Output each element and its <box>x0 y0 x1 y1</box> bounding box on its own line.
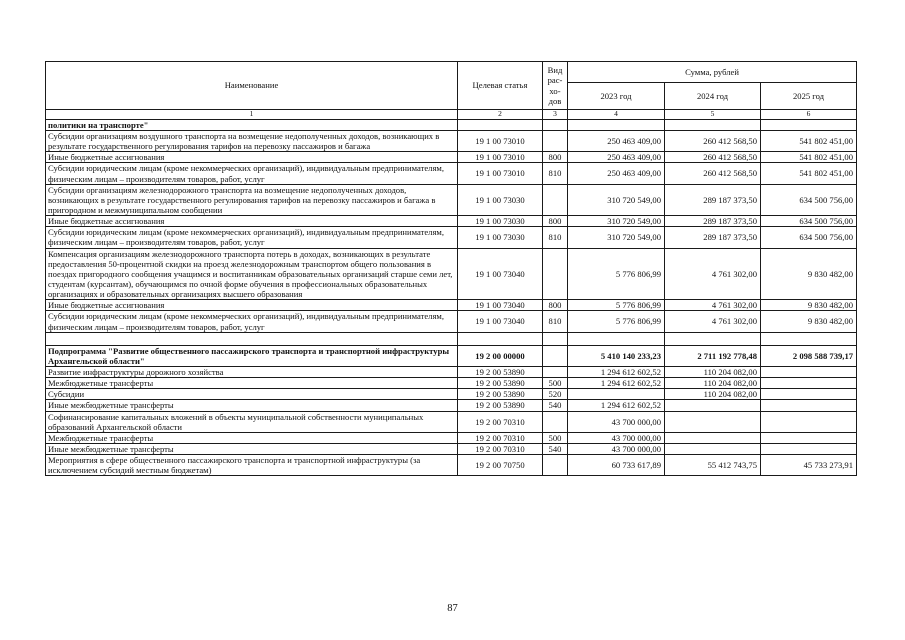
row-sum-2025 <box>761 432 857 443</box>
row-target-article: 19 1 00 73040 <box>458 300 543 311</box>
row-sum-2025: 45 733 273,91 <box>761 455 857 476</box>
row-name: Иные межбюджетные трансферты <box>46 443 458 454</box>
row-sum-2025: 9 830 482,00 <box>761 300 857 311</box>
row-sum-2025 <box>761 119 857 130</box>
row-sum-2023 <box>568 119 665 130</box>
row-sum-2025: 9 830 482,00 <box>761 311 857 332</box>
row-name: Компенсация организациям железнодорожного транспорта потерь в доходах, возникающих в результате предоставления 50-процентной скидки на проезд железнодорожным транспортом общего пользования в поездах пригородного сообщения учащимся и воспитанникам образовательных организаций старше семи лет, студентам (курсантам), обучающимся по очной форме обучения в профессиональных образовательных организациях и образовательных организациях высшего образования <box>46 248 458 300</box>
row-name: Софинансирование капитальных вложений в объекты муниципальной собственности муниципальных образований Архангельской области <box>46 411 458 432</box>
row-expense-type <box>543 248 568 300</box>
row-name: Развитие инфраструктуры дорожного хозяйства <box>46 366 458 377</box>
row-expense-type: 810 <box>543 227 568 248</box>
row-expense-type: 810 <box>543 311 568 332</box>
table-row <box>46 455 857 476</box>
row-target-article: 19 1 00 73040 <box>458 311 543 332</box>
row-sum-2023: 250 463 409,00 <box>568 130 665 151</box>
row-sum-2025 <box>761 366 857 377</box>
row-target-article: 19 2 00 70310 <box>458 411 543 432</box>
row-name: Субсидии юридическим лицам (кроме некоммерческих организаций), индивидуальным предпринимателям, физическим лицам – производителям товаров, работ, услуг <box>46 227 458 248</box>
row-sum-2025: 9 830 482,00 <box>761 248 857 300</box>
row-sum-2025 <box>761 389 857 400</box>
row-sum-2024: 260 412 568,50 <box>665 130 761 151</box>
column-number: 1 <box>46 110 458 120</box>
row-sum-2024 <box>665 432 761 443</box>
row-sum-2023: 60 733 617,89 <box>568 455 665 476</box>
row-sum-2024: 289 187 373,50 <box>665 227 761 248</box>
column-number: 6 <box>761 110 857 120</box>
row-target-article: 19 1 00 73010 <box>458 152 543 163</box>
row-sum-2023: 1 294 612 602,52 <box>568 378 665 389</box>
row-sum-2024: 289 187 373,50 <box>665 216 761 227</box>
row-sum-2024: 4 761 302,00 <box>665 311 761 332</box>
row-expense-type: 800 <box>543 216 568 227</box>
row-name: Субсидии юридическим лицам (кроме некоммерческих организаций), индивидуальным предпринимателям, физическим лицам – производителям товаров, работ, услуг <box>46 163 458 184</box>
row-name: Субсидии организациям воздушного транспорта на возмещение недополученных доходов, возникающих в результате государственного регулирования тарифов на перевозку пассажиров и багажа <box>46 130 458 151</box>
table-row <box>46 443 857 454</box>
row-expense-type <box>543 411 568 432</box>
row-target-article <box>458 332 543 345</box>
row-target-article: 19 2 00 53890 <box>458 366 543 377</box>
row-sum-2024: 260 412 568,50 <box>665 163 761 184</box>
row-name: Мероприятия в сфере общественного пассажирского транспорта и транспортной инфраструктуры (за исключением субсидий местным бюджетам) <box>46 455 458 476</box>
row-sum-2023: 310 720 549,00 <box>568 184 665 215</box>
row-expense-type: 800 <box>543 300 568 311</box>
row-target-article: 19 1 00 73040 <box>458 248 543 300</box>
row-expense-type: 540 <box>543 443 568 454</box>
row-name: Межбюджетные трансферты <box>46 378 458 389</box>
table-row <box>46 311 857 332</box>
row-sum-2025: 634 500 756,00 <box>761 184 857 215</box>
row-sum-2025 <box>761 378 857 389</box>
row-sum-2024: 110 204 082,00 <box>665 378 761 389</box>
row-target-article: 19 1 00 73010 <box>458 130 543 151</box>
row-target-article: 19 1 00 73030 <box>458 216 543 227</box>
table-row <box>46 184 857 215</box>
row-expense-type: 520 <box>543 389 568 400</box>
row-name: Субсидии <box>46 389 458 400</box>
row-sum-2024 <box>665 411 761 432</box>
column-number: 3 <box>543 110 568 120</box>
page-number: 87 <box>447 603 458 614</box>
row-expense-type: 800 <box>543 152 568 163</box>
header-expense-type: Вид рас-хо-дов <box>543 62 568 110</box>
row-sum-2024: 4 761 302,00 <box>665 248 761 300</box>
row-target-article: 19 1 00 73030 <box>458 227 543 248</box>
row-sum-2024: 4 761 302,00 <box>665 300 761 311</box>
row-sum-2025 <box>761 443 857 454</box>
table-row <box>46 216 857 227</box>
row-sum-2025: 2 098 588 739,17 <box>761 345 857 366</box>
row-sum-2023: 5 776 806,99 <box>568 311 665 332</box>
row-name: Иные бюджетные ассигнования <box>46 152 458 163</box>
row-sum-2025 <box>761 400 857 411</box>
row-expense-type <box>543 119 568 130</box>
table-row <box>46 130 857 151</box>
table-row <box>46 163 857 184</box>
row-sum-2025: 541 802 451,00 <box>761 152 857 163</box>
table-row <box>46 227 857 248</box>
table-row <box>46 432 857 443</box>
row-sum-2023: 5 776 806,99 <box>568 300 665 311</box>
row-sum-2025 <box>761 411 857 432</box>
row-name: политики на транспорте" <box>46 119 458 130</box>
row-target-article: 19 2 00 70310 <box>458 432 543 443</box>
header-year-2024: 2024 год <box>665 83 761 110</box>
table-row <box>46 152 857 163</box>
row-target-article: 19 2 00 53890 <box>458 378 543 389</box>
row-sum-2023: 310 720 549,00 <box>568 216 665 227</box>
row-expense-type <box>543 345 568 366</box>
table-row <box>46 400 857 411</box>
table-row <box>46 411 857 432</box>
table-row <box>46 300 857 311</box>
row-name: Межбюджетные трансферты <box>46 432 458 443</box>
row-name: Подпрограмма "Развитие общественного пассажирского транспорта и транспортной инфраструктуры Архангельской области" <box>46 345 458 366</box>
row-name <box>46 332 458 345</box>
row-sum-2025: 541 802 451,00 <box>761 163 857 184</box>
row-name: Иные бюджетные ассигнования <box>46 300 458 311</box>
row-expense-type: 500 <box>543 432 568 443</box>
row-target-article: 19 2 00 70310 <box>458 443 543 454</box>
row-sum-2024 <box>665 119 761 130</box>
row-sum-2023: 310 720 549,00 <box>568 227 665 248</box>
row-expense-type <box>543 130 568 151</box>
header-target-article: Целевая статья <box>458 62 543 110</box>
row-sum-2024: 289 187 373,50 <box>665 184 761 215</box>
row-sum-2025: 541 802 451,00 <box>761 130 857 151</box>
row-sum-2024: 2 711 192 778,48 <box>665 345 761 366</box>
row-sum-2023: 250 463 409,00 <box>568 163 665 184</box>
row-expense-type: 810 <box>543 163 568 184</box>
row-target-article: 19 2 00 00000 <box>458 345 543 366</box>
row-sum-2023: 5 410 140 233,23 <box>568 345 665 366</box>
row-sum-2025: 634 500 756,00 <box>761 216 857 227</box>
row-target-article: 19 1 00 73010 <box>458 163 543 184</box>
row-expense-type <box>543 455 568 476</box>
row-expense-type: 540 <box>543 400 568 411</box>
table-row <box>46 345 857 366</box>
column-number: 5 <box>665 110 761 120</box>
row-target-article: 19 2 00 53890 <box>458 400 543 411</box>
row-sum-2023 <box>568 332 665 345</box>
row-sum-2023: 250 463 409,00 <box>568 152 665 163</box>
row-sum-2023: 1 294 612 602,52 <box>568 400 665 411</box>
header-sum: Сумма, рублей <box>568 62 857 83</box>
row-name: Субсидии юридическим лицам (кроме некоммерческих организаций), индивидуальным предпринимателям, физическим лицам – производителям товаров, работ, услуг <box>46 311 458 332</box>
row-target-article: 19 1 00 73030 <box>458 184 543 215</box>
table-body <box>46 119 857 476</box>
row-expense-type <box>543 332 568 345</box>
row-sum-2023: 5 776 806,99 <box>568 248 665 300</box>
budget-table <box>45 61 857 476</box>
header-year-2025: 2025 год <box>761 83 857 110</box>
row-sum-2023: 43 700 000,00 <box>568 411 665 432</box>
table-row <box>46 119 857 130</box>
table-row <box>46 389 857 400</box>
table-row <box>46 366 857 377</box>
row-sum-2023: 43 700 000,00 <box>568 443 665 454</box>
row-name: Иные межбюджетные трансферты <box>46 400 458 411</box>
header-name: Наименование <box>46 62 458 110</box>
row-sum-2024: 55 412 743,75 <box>665 455 761 476</box>
row-sum-2024 <box>665 400 761 411</box>
header-year-2023: 2023 год <box>568 83 665 110</box>
table-row <box>46 378 857 389</box>
table-row <box>46 248 857 300</box>
row-sum-2024: 110 204 082,00 <box>665 389 761 400</box>
row-sum-2025: 634 500 756,00 <box>761 227 857 248</box>
row-expense-type <box>543 184 568 215</box>
row-sum-2024: 260 412 568,50 <box>665 152 761 163</box>
row-sum-2023 <box>568 389 665 400</box>
row-target-article <box>458 119 543 130</box>
row-target-article: 19 2 00 70750 <box>458 455 543 476</box>
row-expense-type <box>543 366 568 377</box>
row-sum-2024 <box>665 443 761 454</box>
column-number: 4 <box>568 110 665 120</box>
row-target-article: 19 2 00 53890 <box>458 389 543 400</box>
row-name: Субсидии организациям железнодорожного транспорта на возмещение недополученных доходов, возникающих в результате государственного регулирования тарифов на перевозку пассажиров и багажа в пригородном и межмуниципальном сообщении <box>46 184 458 215</box>
row-sum-2023: 43 700 000,00 <box>568 432 665 443</box>
table-row <box>46 332 857 345</box>
row-sum-2024 <box>665 332 761 345</box>
row-sum-2025 <box>761 332 857 345</box>
row-expense-type: 500 <box>543 378 568 389</box>
row-sum-2023: 1 294 612 602,52 <box>568 366 665 377</box>
row-sum-2024: 110 204 082,00 <box>665 366 761 377</box>
column-number: 2 <box>458 110 543 120</box>
row-name: Иные бюджетные ассигнования <box>46 216 458 227</box>
